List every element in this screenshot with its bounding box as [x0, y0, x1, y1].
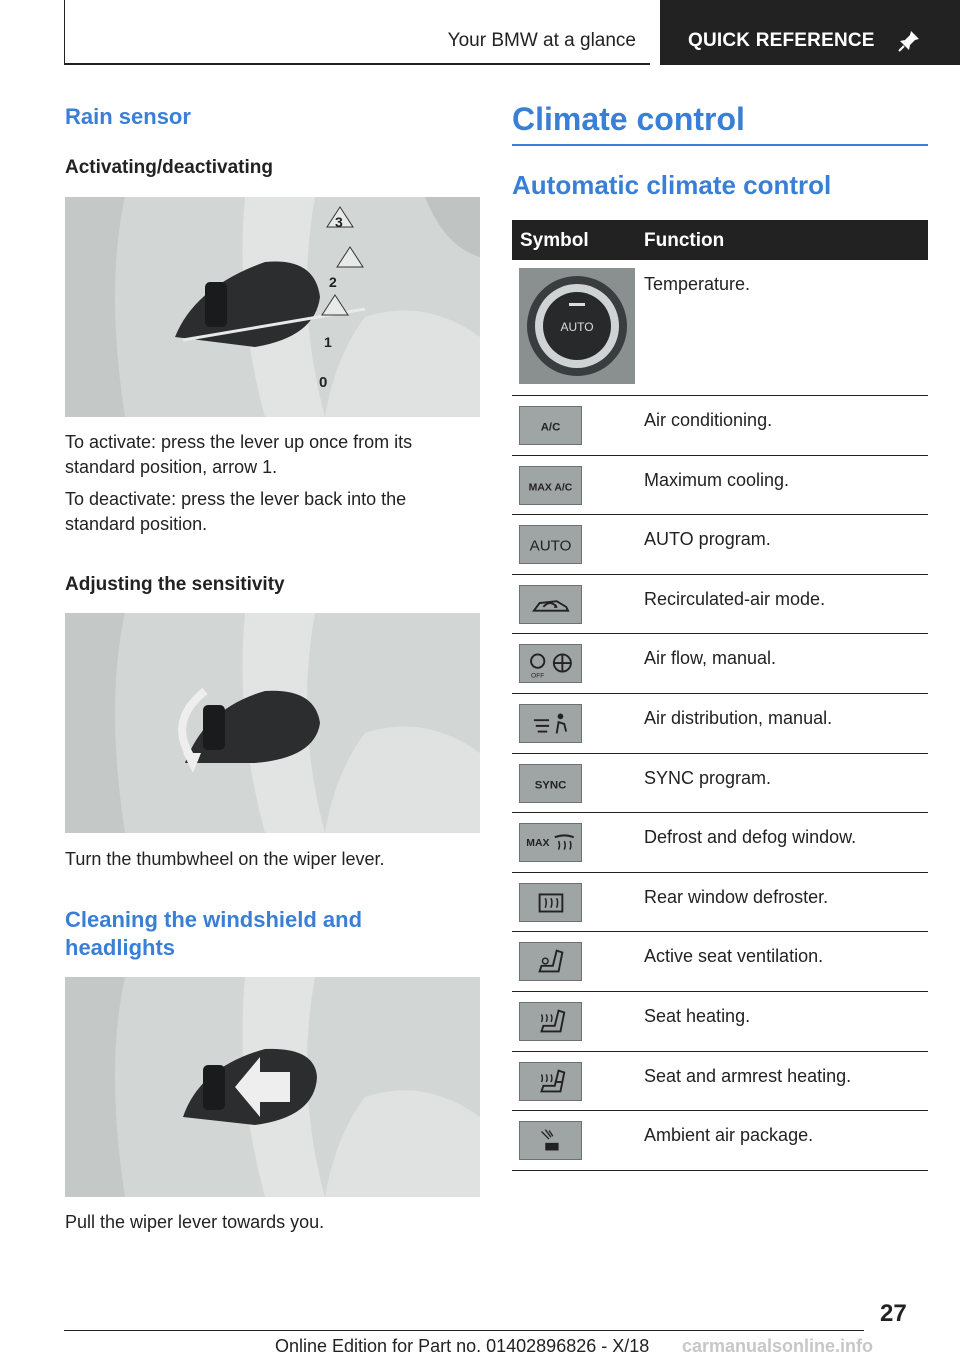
ambient-air-icon: [519, 1121, 582, 1160]
column-header: Symbol: [520, 230, 589, 251]
function-text: Temperature.: [644, 274, 751, 294]
function-text: Ambient air package.: [644, 1125, 814, 1146]
air-distribution-icon: [519, 704, 582, 743]
function-text: Recirculated-air mode.: [644, 588, 826, 609]
deactivate-text: To deactivate: press the lever back into the standard position.: [65, 489, 407, 534]
function-text: Defrost and defog window.: [644, 827, 857, 848]
automatic-climate-heading: Automatic climate control: [512, 170, 832, 200]
symbol-label: OFF: [531, 672, 545, 680]
header-divider: [64, 0, 65, 64]
table-row: [512, 813, 928, 873]
arrow-label: 3: [335, 214, 343, 230]
temperature-knob-icon: [519, 268, 635, 384]
symbol-label: A/C: [540, 421, 561, 434]
cleaning-heading: Cleaning the windshield and headlights: [65, 907, 363, 960]
column-header: Function: [644, 230, 725, 251]
defrost-icon: [519, 823, 582, 862]
pin-icon: [896, 28, 922, 54]
table-row: [512, 932, 928, 992]
page-number: 27: [880, 1300, 907, 1327]
function-text: Air conditioning.: [644, 410, 773, 430]
symbol-label: AUTO: [529, 537, 572, 555]
table-row: [512, 873, 928, 933]
header-underline: [64, 63, 650, 65]
fan-icon: [519, 644, 582, 683]
table-row: [512, 515, 928, 575]
rain-sensor-heading: Rain sensor: [65, 104, 191, 129]
table-row: [512, 634, 928, 694]
function-text: Seat and armrest heating.: [644, 1065, 852, 1086]
symbol-label: MAX: [526, 837, 550, 849]
sensitivity-heading: Adjusting the sensitivity: [65, 574, 285, 595]
seat-armrest-heating-icon: [519, 1062, 582, 1101]
seat-ventilation-icon: [519, 942, 582, 981]
function-text: Air distribution, manual.: [644, 707, 833, 728]
function-text: Maximum cooling.: [644, 469, 790, 490]
section-title[interactable]: Your BMW at a glance: [447, 30, 636, 51]
recirculation-icon: [519, 585, 582, 624]
table-row: [512, 992, 928, 1052]
ac-icon: [519, 406, 582, 445]
arrow-label: 2: [329, 274, 337, 290]
symbol-label: AUTO: [560, 320, 594, 334]
chapter-label: QUICK REFERENCE: [688, 30, 875, 51]
footer-rule: [64, 1330, 864, 1331]
seat-heating-icon: [519, 1002, 582, 1041]
rear-defroster-icon: [519, 883, 582, 922]
arrow-label: 1: [324, 334, 332, 350]
function-text: Rear window defroster.: [644, 886, 829, 907]
edition-text: Online Edition for Part no. 01402896826 - X/18: [275, 1336, 650, 1356]
table-row: [512, 456, 928, 516]
wiper-lever-up-image: [65, 197, 480, 417]
table-row: [512, 396, 928, 456]
table-header: [512, 220, 928, 260]
function-text: Air flow, manual.: [644, 648, 777, 669]
function-text: Active seat ventilation.: [644, 946, 824, 967]
thumbwheel-image: [65, 613, 480, 833]
climate-control-heading: Climate control: [512, 101, 745, 137]
table-row: [512, 1052, 928, 1112]
thumbwheel-text: Turn the thumbwheel on the wiper lever.: [65, 849, 385, 869]
symbol-label: MAX A/C: [528, 482, 573, 494]
symbol-label: SYNC: [534, 779, 567, 792]
function-text: AUTO program.: [644, 529, 771, 550]
table-row: [512, 694, 928, 754]
table-row: [512, 1111, 928, 1171]
table-row: [512, 754, 928, 814]
pull-text: Pull the wiper lever towards you.: [65, 1212, 325, 1232]
function-text: Seat heating.: [644, 1005, 751, 1026]
activating-heading: Activating/deactivating: [65, 157, 273, 178]
chapter-tab[interactable]: [660, 0, 960, 65]
climate-table: [512, 220, 928, 1171]
function-text: SYNC program.: [644, 767, 772, 788]
activate-text: To activate: press the lever up once from its standard position, arrow 1.: [65, 432, 413, 477]
pull-lever-image: [65, 977, 480, 1197]
sync-icon: [519, 764, 582, 803]
watermark: carmanualsonline.info: [682, 1336, 874, 1356]
auto-icon: [519, 525, 582, 564]
table-row: [512, 575, 928, 635]
table-row: [512, 260, 928, 396]
heading-rule: [512, 144, 928, 146]
arrow-label: 0: [319, 374, 328, 391]
max-ac-icon: [519, 466, 582, 505]
